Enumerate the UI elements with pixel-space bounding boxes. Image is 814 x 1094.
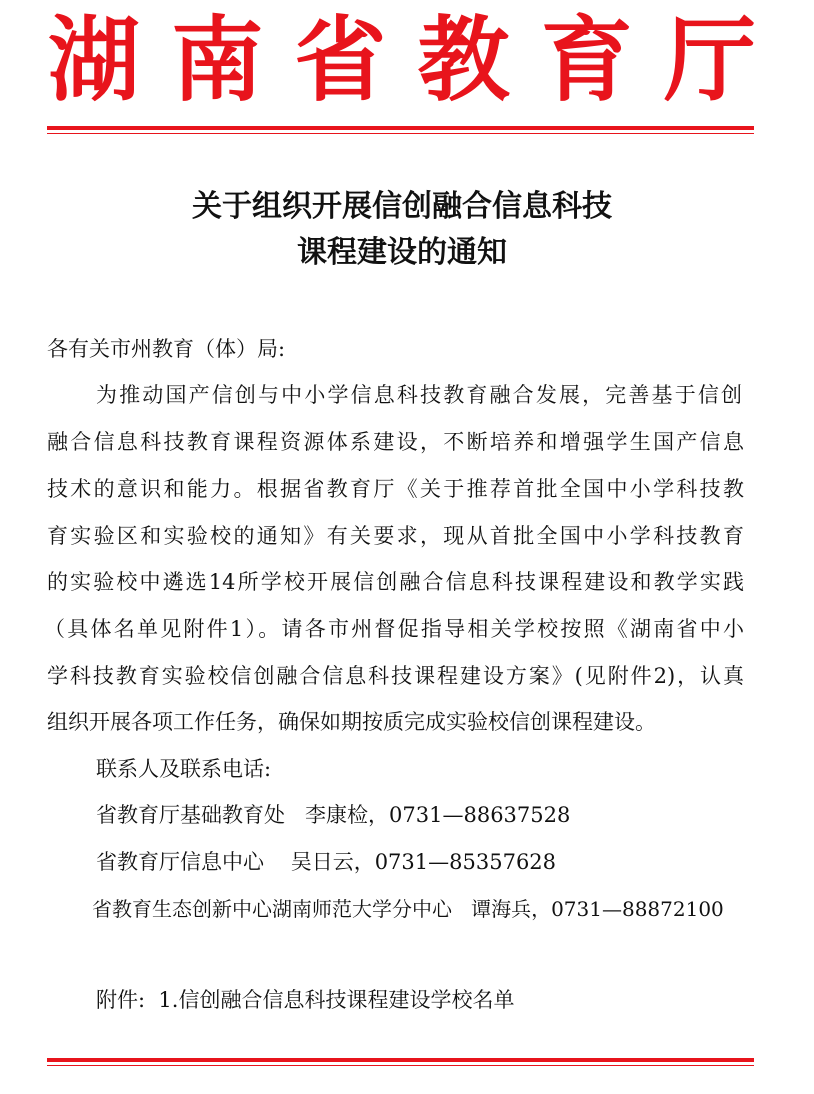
body-line: 融合信息科技教育课程资源体系建设，不断培养和增强学生国产信息 bbox=[47, 430, 744, 454]
letterhead-char: 南 bbox=[171, 6, 264, 114]
document-title-line2: 课程建设的通知 bbox=[297, 235, 507, 270]
attachment-note: 附件: 1.信创融合信息科技课程建设学校名单 bbox=[96, 988, 515, 1012]
body-line: 的实验校中遴选14所学校开展信创融合信息科技课程建设和教学实践 bbox=[47, 570, 744, 594]
contact-line: 省教育生态创新中心湖南师范大学分中心 谭海兵，0731—88872100 bbox=[92, 897, 724, 921]
document-title: 关于组织开展信创融合信息科技 bbox=[192, 189, 612, 224]
footer-divider bbox=[47, 1058, 754, 1066]
contact-line: 省教育厅基础教育处 李康检，0731—88637528 bbox=[96, 803, 571, 827]
body-line: 为推动国产信创与中小学信息科技教育融合发展，完善基于信创 bbox=[96, 383, 742, 407]
body-line: 技术的意识和能力。根据省教育厅《关于推荐首批全国中小学科技教 bbox=[47, 477, 744, 501]
body-line: 学科技教育实验校信创融合信息科技课程建设方案》(见附件2)，认真 bbox=[47, 664, 744, 688]
letterhead-char: 育 bbox=[540, 6, 633, 114]
body-line: （具体名单见附件1）。请各市州督促指导相关学校按照《湖南省中小 bbox=[44, 617, 744, 641]
letterhead bbox=[48, 4, 756, 116]
body-line: 组织开展各项工作任务，确保如期按质完成实验校信创课程建设。 bbox=[47, 710, 656, 734]
body-line: 育实验区和实验校的通知》有关要求，现从首批全国中小学科技教育 bbox=[47, 524, 744, 548]
contact-line: 省教育厅信息中心 吴日云，0731—85357628 bbox=[96, 850, 557, 874]
header-divider bbox=[47, 126, 754, 134]
salutation: 各有关市州教育（体）局: bbox=[47, 337, 286, 361]
letterhead-char: 省 bbox=[294, 6, 387, 114]
letterhead-char: 湖 bbox=[48, 6, 141, 114]
letterhead-char: 教 bbox=[417, 6, 510, 114]
contacts-heading: 联系人及联系电话: bbox=[96, 757, 272, 781]
letterhead-char: 厅 bbox=[663, 6, 756, 114]
